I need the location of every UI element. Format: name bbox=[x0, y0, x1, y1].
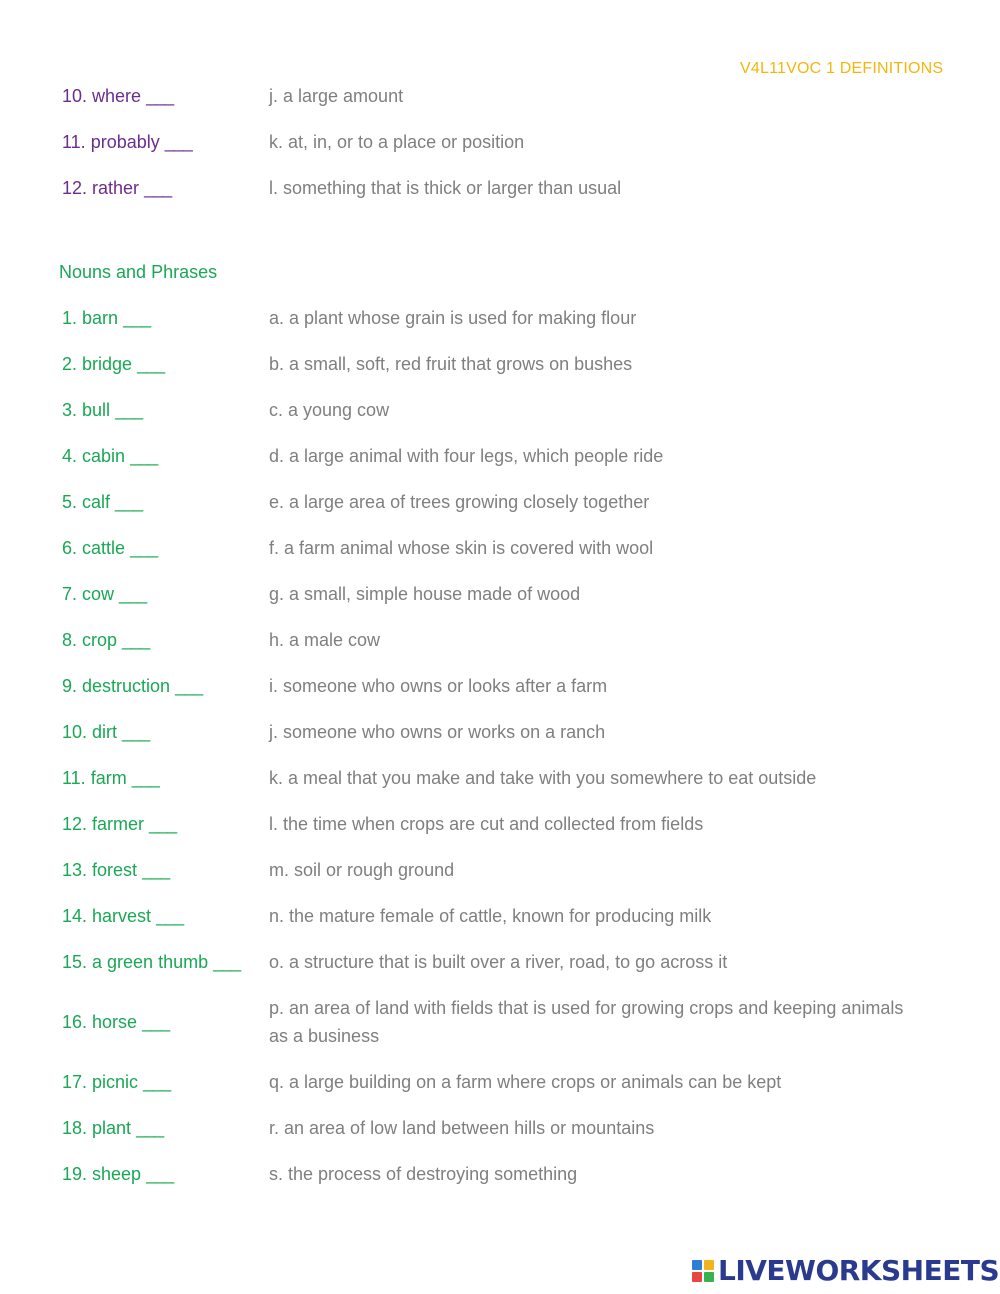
list-item bbox=[62, 672, 942, 700]
definition: c. a young cow bbox=[269, 400, 390, 420]
list-item bbox=[62, 1068, 942, 1096]
term-label: 12. farmer bbox=[62, 813, 145, 834]
term-label: 10. where bbox=[62, 85, 142, 106]
list-item bbox=[62, 718, 942, 746]
answer-blank[interactable]: ___ bbox=[142, 859, 170, 880]
term-label: 18. plant bbox=[62, 1117, 137, 1138]
list-item bbox=[62, 396, 942, 424]
term-label: 10. dirt bbox=[62, 721, 118, 742]
term-label: 19. sheep bbox=[62, 1163, 142, 1184]
answer-blank[interactable]: ___ bbox=[130, 537, 158, 558]
answer-blank[interactable]: ___ bbox=[115, 491, 143, 512]
list-item bbox=[62, 128, 942, 156]
list-item bbox=[62, 534, 942, 562]
answer-blank[interactable]: ___ bbox=[149, 813, 177, 834]
definition: j. a large amount bbox=[269, 86, 404, 106]
logo-block bbox=[692, 1272, 702, 1282]
logo-block bbox=[692, 1260, 702, 1270]
answer-blank[interactable]: ___ bbox=[146, 1163, 174, 1184]
list-item bbox=[62, 488, 942, 516]
list-item bbox=[62, 1114, 942, 1142]
logo-text: LIVEWORKSHEETS bbox=[718, 1254, 1000, 1287]
definition: h. a male cow bbox=[269, 630, 381, 650]
definition: a. a plant whose grain is used for making flour bbox=[269, 308, 637, 328]
definition: s. the process of destroying something bbox=[269, 1164, 578, 1184]
term-label: 15. a green thumb bbox=[62, 951, 209, 972]
logo-block bbox=[704, 1260, 714, 1270]
answer-blank[interactable]: ___ bbox=[164, 131, 192, 152]
answer-blank[interactable]: ___ bbox=[123, 307, 151, 328]
definition: b. a small, soft, red fruit that grows on bushes bbox=[269, 354, 633, 374]
answer-blank[interactable]: ___ bbox=[130, 445, 158, 466]
term-label: 11. probably bbox=[62, 131, 160, 152]
list-item bbox=[62, 902, 942, 930]
term-label: 6. cattle bbox=[62, 537, 126, 558]
answer-blank[interactable]: ___ bbox=[122, 629, 150, 650]
term-label: 4. cabin bbox=[62, 445, 126, 466]
answer-blank[interactable]: ___ bbox=[119, 583, 147, 604]
answer-blank[interactable]: ___ bbox=[144, 177, 172, 198]
list-item bbox=[62, 856, 942, 884]
term-label: 17. picnic bbox=[62, 1071, 139, 1092]
definition: m. soil or rough ground bbox=[269, 860, 455, 880]
term-label: 8. crop bbox=[62, 629, 118, 650]
list-item bbox=[62, 580, 942, 608]
answer-blank[interactable]: ___ bbox=[142, 1011, 170, 1032]
list-item bbox=[62, 948, 942, 976]
definition: q. a large building on a farm where crops or animals can be kept bbox=[269, 1072, 782, 1092]
list-item bbox=[62, 442, 942, 470]
logo-blocks-icon bbox=[692, 1260, 714, 1282]
liveworksheets-logo bbox=[692, 1254, 999, 1287]
definition: k. a meal that you make and take with you somewhere to eat outside bbox=[269, 768, 817, 788]
answer-blank[interactable]: ___ bbox=[131, 767, 159, 788]
term-label: 1. barn bbox=[62, 307, 119, 328]
definition: l. something that is thick or larger than usual bbox=[269, 178, 622, 198]
section-title: Nouns and Phrases bbox=[59, 262, 218, 282]
term-label: 12. rather bbox=[62, 177, 140, 198]
answer-blank[interactable]: ___ bbox=[143, 1071, 171, 1092]
definition: k. at, in, or to a place or position bbox=[269, 132, 525, 152]
list-item bbox=[62, 810, 942, 838]
answer-blank[interactable]: ___ bbox=[115, 399, 143, 420]
definition: l. the time when crops are cut and collected from fields bbox=[269, 814, 704, 834]
list-item bbox=[62, 174, 942, 202]
list-item bbox=[62, 626, 942, 654]
term-label: 11. farm bbox=[62, 767, 127, 788]
list-item bbox=[62, 764, 942, 792]
term-label: 2. bridge bbox=[62, 353, 133, 374]
term-label: 14. harvest bbox=[62, 905, 157, 926]
definition: e. a large area of trees growing closely together bbox=[269, 492, 650, 512]
answer-blank[interactable]: ___ bbox=[175, 675, 203, 696]
answer-blank[interactable]: ___ bbox=[136, 1117, 164, 1138]
term-label: 7. cow bbox=[62, 583, 115, 604]
definition: r. an area of low land between hills or mountains bbox=[269, 1118, 655, 1138]
term-label: 9. destruction bbox=[62, 675, 171, 696]
answer-blank[interactable]: ___ bbox=[146, 85, 174, 106]
term-label: 16. horse bbox=[62, 1011, 138, 1032]
definition: g. a small, simple house made of wood bbox=[269, 584, 581, 604]
list-item bbox=[62, 350, 942, 378]
list-item bbox=[62, 994, 942, 1050]
term-label: 5. calf bbox=[62, 491, 111, 512]
definition: i. someone who owns or looks after a farm bbox=[269, 676, 608, 696]
answer-blank[interactable]: ___ bbox=[156, 905, 184, 926]
term-label: 3. bull bbox=[62, 399, 111, 420]
list-item bbox=[62, 82, 942, 110]
definition: p. an area of land with fields that is used for growing crops and keeping animals as a business bbox=[269, 998, 904, 1046]
definition: o. a structure that is built over a river, road, to go across it bbox=[269, 952, 728, 972]
list-item bbox=[62, 304, 942, 332]
definition: n. the mature female of cattle, known for producing milk bbox=[269, 906, 712, 926]
document-code: V4L11VOC 1 DEFINITIONS bbox=[740, 60, 944, 77]
definition: d. a large animal with four legs, which people ride bbox=[269, 446, 664, 466]
list-item bbox=[62, 1160, 942, 1188]
term-label: 13. forest bbox=[62, 859, 138, 880]
definition: j. someone who owns or works on a ranch bbox=[269, 722, 606, 742]
answer-blank[interactable]: ___ bbox=[137, 353, 165, 374]
logo-block bbox=[704, 1272, 714, 1282]
answer-blank[interactable]: ___ bbox=[122, 721, 150, 742]
definition: f. a farm animal whose skin is covered with wool bbox=[269, 538, 654, 558]
answer-blank[interactable]: ___ bbox=[213, 951, 241, 972]
